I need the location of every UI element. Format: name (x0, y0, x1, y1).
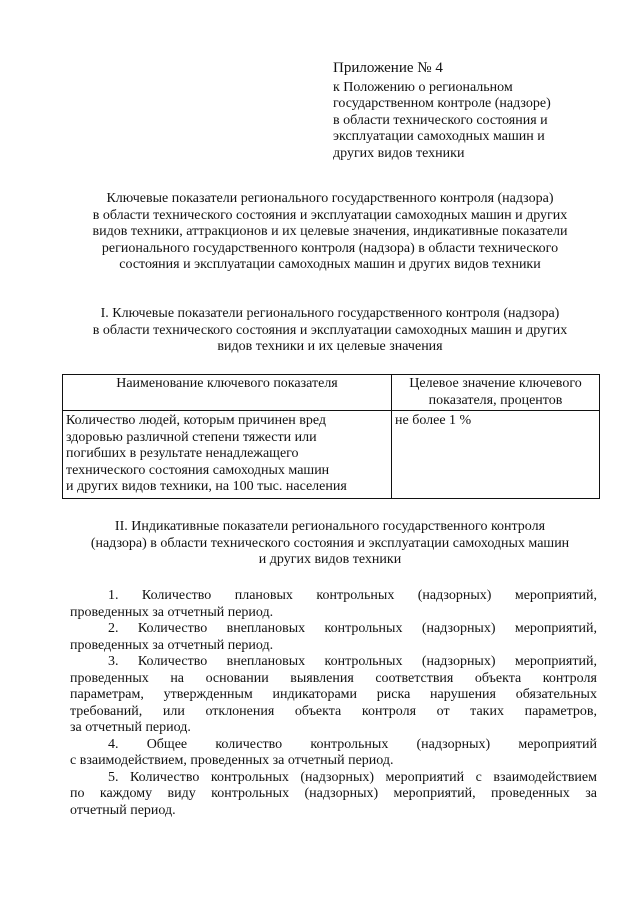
list-item-word: с взаимодействием, проведенных за отчетный период. (70, 753, 394, 768)
list-item-word: контрольных (210, 769, 289, 785)
indicator-name-line: технического состояния самоходных машин (66, 462, 330, 478)
list-item-word: таких (470, 703, 504, 719)
list-item (70, 588, 597, 621)
list-item-word: обязательных (515, 687, 597, 702)
section1-heading-line: I. Ключевые показатели регионального государственного контроля (надзора) (100, 306, 560, 321)
list-item-word: Количество (141, 588, 212, 603)
section2-heading-line: (надзора) в области технического состояния и эксплуатации самоходных машин (90, 535, 570, 551)
header-indicator-name: Наименование ключевого показателя (63, 375, 392, 411)
table-row (63, 411, 600, 499)
title-line: состояния и эксплуатации самоходных машин и других видов техники (119, 257, 541, 272)
list-item-line (70, 753, 597, 770)
list-item-word: мероприятий (385, 769, 465, 785)
list-item-word: контроля (542, 670, 597, 686)
section2-heading-line: и других видов техники (258, 552, 402, 567)
list-item-word: параметров, (524, 703, 597, 719)
list-item-line (70, 671, 597, 688)
appendix-title: Приложение № 4 (333, 60, 443, 76)
section2-heading-line: II. Индикативные показатели регионального государственного контроля (114, 519, 546, 534)
list-item-word: риска (376, 687, 411, 702)
list-item-word: мероприятий, (514, 621, 597, 636)
indicative-indicators-list (70, 588, 597, 819)
list-item-word: 4. (108, 736, 119, 752)
section1-heading-line: в области технического состояния и эксплуатации самоходных машин и других (92, 322, 568, 338)
list-item-word: объекта (474, 670, 522, 686)
list-item-word: проведенных (70, 670, 149, 686)
list-item-word: проведенных за отчетный период. (70, 604, 274, 620)
list-item-word: выявления (290, 670, 354, 686)
list-item-word: основании (205, 670, 269, 686)
list-item-word: параметрам, (70, 687, 144, 702)
list-item-word: за (585, 786, 597, 801)
list-item (70, 654, 597, 737)
list-item-word: виду (167, 786, 196, 801)
list-item-word: контрольных (316, 588, 395, 603)
list-item-line (70, 720, 597, 737)
list-item-line (70, 638, 597, 655)
section1-heading (60, 306, 600, 356)
list-item-word: мероприятий (518, 736, 597, 752)
list-item-word: нарушения (430, 687, 496, 702)
list-item-word: контроля (361, 703, 417, 719)
list-item-word: объекта (294, 703, 342, 719)
list-item-line (70, 654, 597, 671)
list-item-word: требований, (70, 703, 143, 719)
list-item-word: мероприятий, (514, 588, 597, 603)
list-item-word: от (436, 703, 450, 719)
list-item-word: внеплановых (226, 654, 306, 669)
list-item-word: (надзорных) (421, 654, 496, 669)
list-item-word: 3. (108, 654, 119, 669)
list-item-word: за отчетный период. (70, 720, 191, 735)
document-title (60, 191, 600, 274)
list-item-word: контрольных (324, 654, 403, 669)
appendix-line: государственном контроле (надзоре) (333, 96, 551, 111)
list-item-line (70, 687, 597, 704)
list-item-word: контрольных (211, 786, 290, 801)
list-item-word: по (70, 786, 85, 801)
list-item-line (70, 621, 597, 638)
list-item-word: каждому (99, 786, 153, 801)
list-item-word: контрольных (324, 621, 403, 636)
list-item-word: Количество (137, 621, 208, 636)
list-item-word: контрольных (310, 736, 389, 752)
target-value-cell: не более 1 % (392, 411, 600, 499)
list-item-word: Общее (146, 736, 188, 752)
appendix-line: к Положению о региональном (333, 79, 513, 95)
list-item-word: внеплановых (226, 621, 306, 636)
list-item-word: Количество (130, 769, 200, 785)
title-line: регионального государственного контроля (надзора) в области технического (101, 240, 559, 256)
list-item-word: отклонения (205, 703, 275, 719)
indicator-name-line: Количество людей, которым причинен вред (66, 413, 327, 428)
list-item-word: плановых (234, 588, 293, 603)
list-item-word: отчетный период. (70, 802, 176, 818)
appendix-line: других видов техники (333, 145, 465, 161)
list-item-line (70, 803, 597, 820)
list-item-word: мероприятий, (393, 786, 476, 801)
indicator-name-cell (63, 411, 392, 499)
list-item-word: Количество (137, 654, 208, 669)
indicator-name-line: и других видов техники, на 100 тыс. населения (66, 479, 347, 494)
list-item-word: соответствия (375, 670, 454, 686)
list-item-word: на (170, 670, 185, 686)
list-item-word: (надзорных) (304, 786, 379, 801)
appendix-line: в области технического состояния и (333, 112, 548, 128)
list-item-word: 5. (108, 769, 119, 785)
list-item-word: (надзорных) (417, 588, 492, 603)
list-item (70, 737, 597, 770)
title-line: Ключевые показатели регионального государственного контроля (надзора) (106, 191, 554, 206)
section1-heading-line: видов техники и их целевые значения (217, 339, 443, 354)
indicator-name-line: здоровью различной степени тяжести или (66, 429, 317, 445)
list-item-line (70, 737, 597, 754)
appendix-block (333, 60, 623, 162)
list-item-word: индикаторами (272, 687, 358, 702)
list-item-word: количество (215, 736, 283, 752)
list-item-word: взаимодействием (493, 769, 597, 785)
list-item-word: (надзорных) (421, 621, 496, 636)
list-item-line (70, 770, 597, 787)
list-item-word: 1. (108, 588, 119, 603)
indicator-name-line: погибших в результате ненадлежащего (66, 446, 299, 461)
list-item-word: 2. (108, 621, 119, 636)
list-item (70, 621, 597, 654)
list-item-word: с (475, 769, 482, 785)
title-line: видов техники, аттракционов и их целевые значения, индикативные показатели (92, 224, 568, 239)
appendix-line: эксплуатации самоходных машин и (333, 129, 545, 144)
list-item-word: утвержденным (163, 687, 253, 702)
list-item-word: (надзорных) (416, 736, 491, 752)
list-item-word: мероприятий, (514, 654, 597, 669)
list-item-line (70, 588, 597, 605)
list-item-word: проведенных (491, 786, 570, 801)
list-item-line (70, 704, 597, 721)
list-item-line (70, 605, 597, 622)
key-indicators-table (62, 374, 600, 499)
header-target-value: Целевое значение ключевого показателя, процентов (392, 375, 600, 411)
list-item (70, 770, 597, 820)
table-header-row (63, 375, 600, 411)
list-item-word: проведенных за отчетный период. (70, 637, 274, 653)
section2-heading (60, 519, 600, 569)
list-item-word: или (162, 703, 185, 719)
title-line: в области технического состояния и эксплуатации самоходных машин и других (92, 207, 568, 223)
list-item-line (70, 786, 597, 803)
list-item-word: (надзорных) (300, 769, 375, 785)
